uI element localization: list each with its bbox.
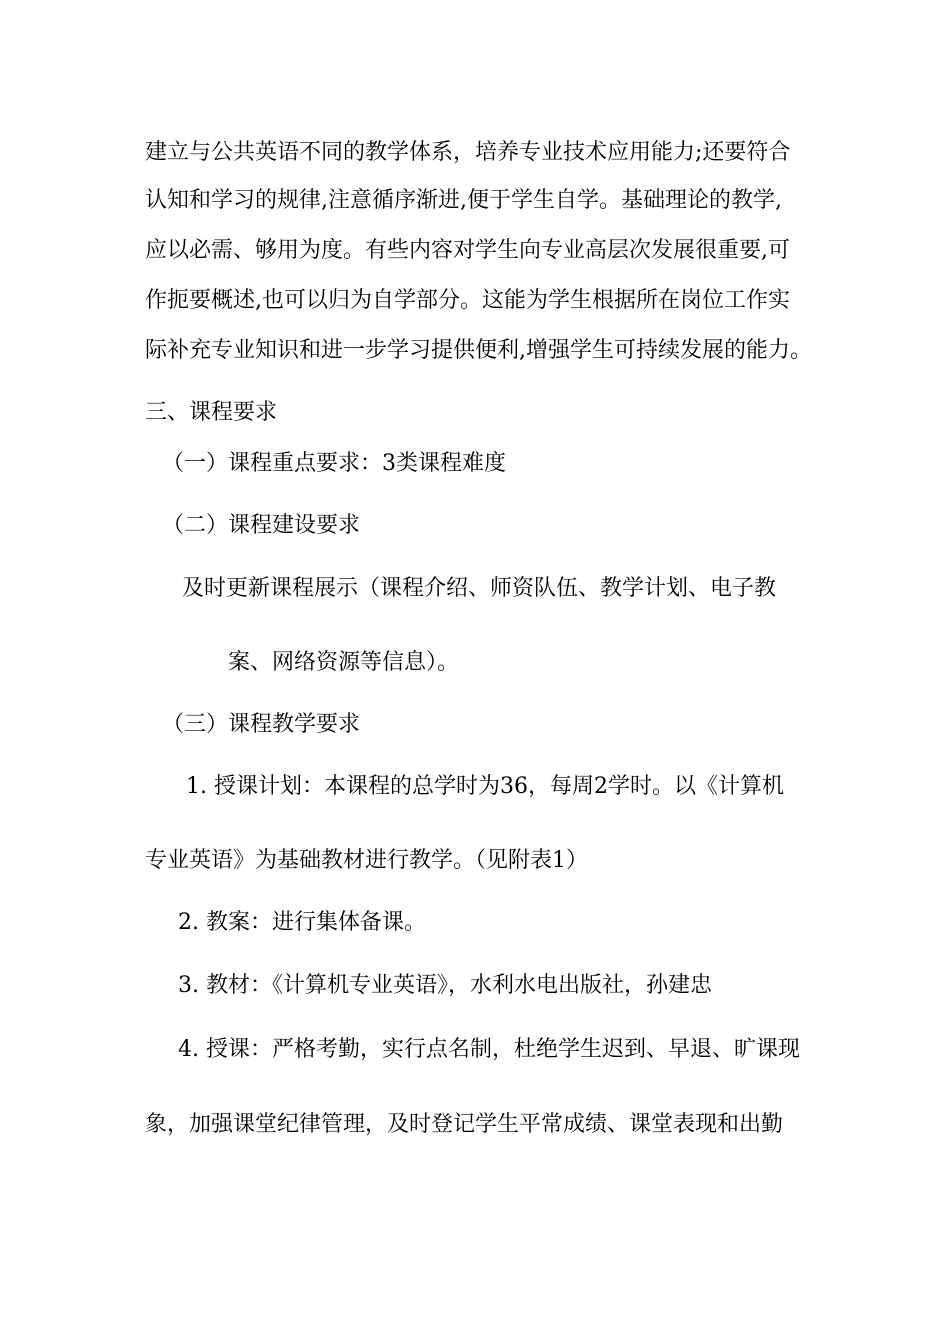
paragraph-line: 案、网络资源等信息）。 bbox=[228, 650, 460, 675]
subsection-heading: （三）课程教学要求 bbox=[162, 712, 361, 737]
list-item-line: 1. 授课计划：本课程的总学时为36，每周2学时。以《计算机 bbox=[186, 774, 784, 799]
paragraph-line: 作扼要概述,也可以归为自学部分。这能为学生根据所在岗位工作实 bbox=[145, 288, 790, 313]
section-heading: 三、课程要求 bbox=[145, 400, 278, 425]
list-item-line: 4. 授课：严格考勤，实行点名制，杜绝学生迟到、早退、旷课现 bbox=[178, 1037, 800, 1062]
subsection-heading: （一）课程重点要求：3类课程难度 bbox=[162, 451, 506, 476]
list-item-line: 象，加强课堂纪律管理，及时登记学生平常成绩、课堂表现和出勤 bbox=[145, 1112, 784, 1137]
list-item-line: 2. 教案：进行集体备课。 bbox=[178, 910, 426, 935]
paragraph-line: 及时更新课程展示（课程介绍、师资队伍、教学计划、电子教 bbox=[182, 576, 777, 601]
paragraph-line: 认知和学习的规律,注意循序渐进,便于学生自学。基础理论的教学, bbox=[145, 188, 782, 213]
paragraph-line: 际补充专业知识和进一步学习提供便利,增强学生可持续发展的能力。 bbox=[145, 338, 812, 363]
list-item-line: 专业英语》为基础教材进行教学。（见附表1） bbox=[145, 848, 588, 873]
paragraph-line: 应以必需、够用为度。有些内容对学生向专业高层次发展很重要,可 bbox=[145, 238, 790, 263]
subsection-heading: （二）课程建设要求 bbox=[162, 513, 361, 538]
list-item-line: 3. 教材：《计算机专业英语》，水利水电出版社，孙建忠 bbox=[178, 973, 712, 998]
paragraph-line: 建立与公共英语不同的教学体系，培养专业技术应用能力;还要符合 bbox=[145, 140, 791, 165]
